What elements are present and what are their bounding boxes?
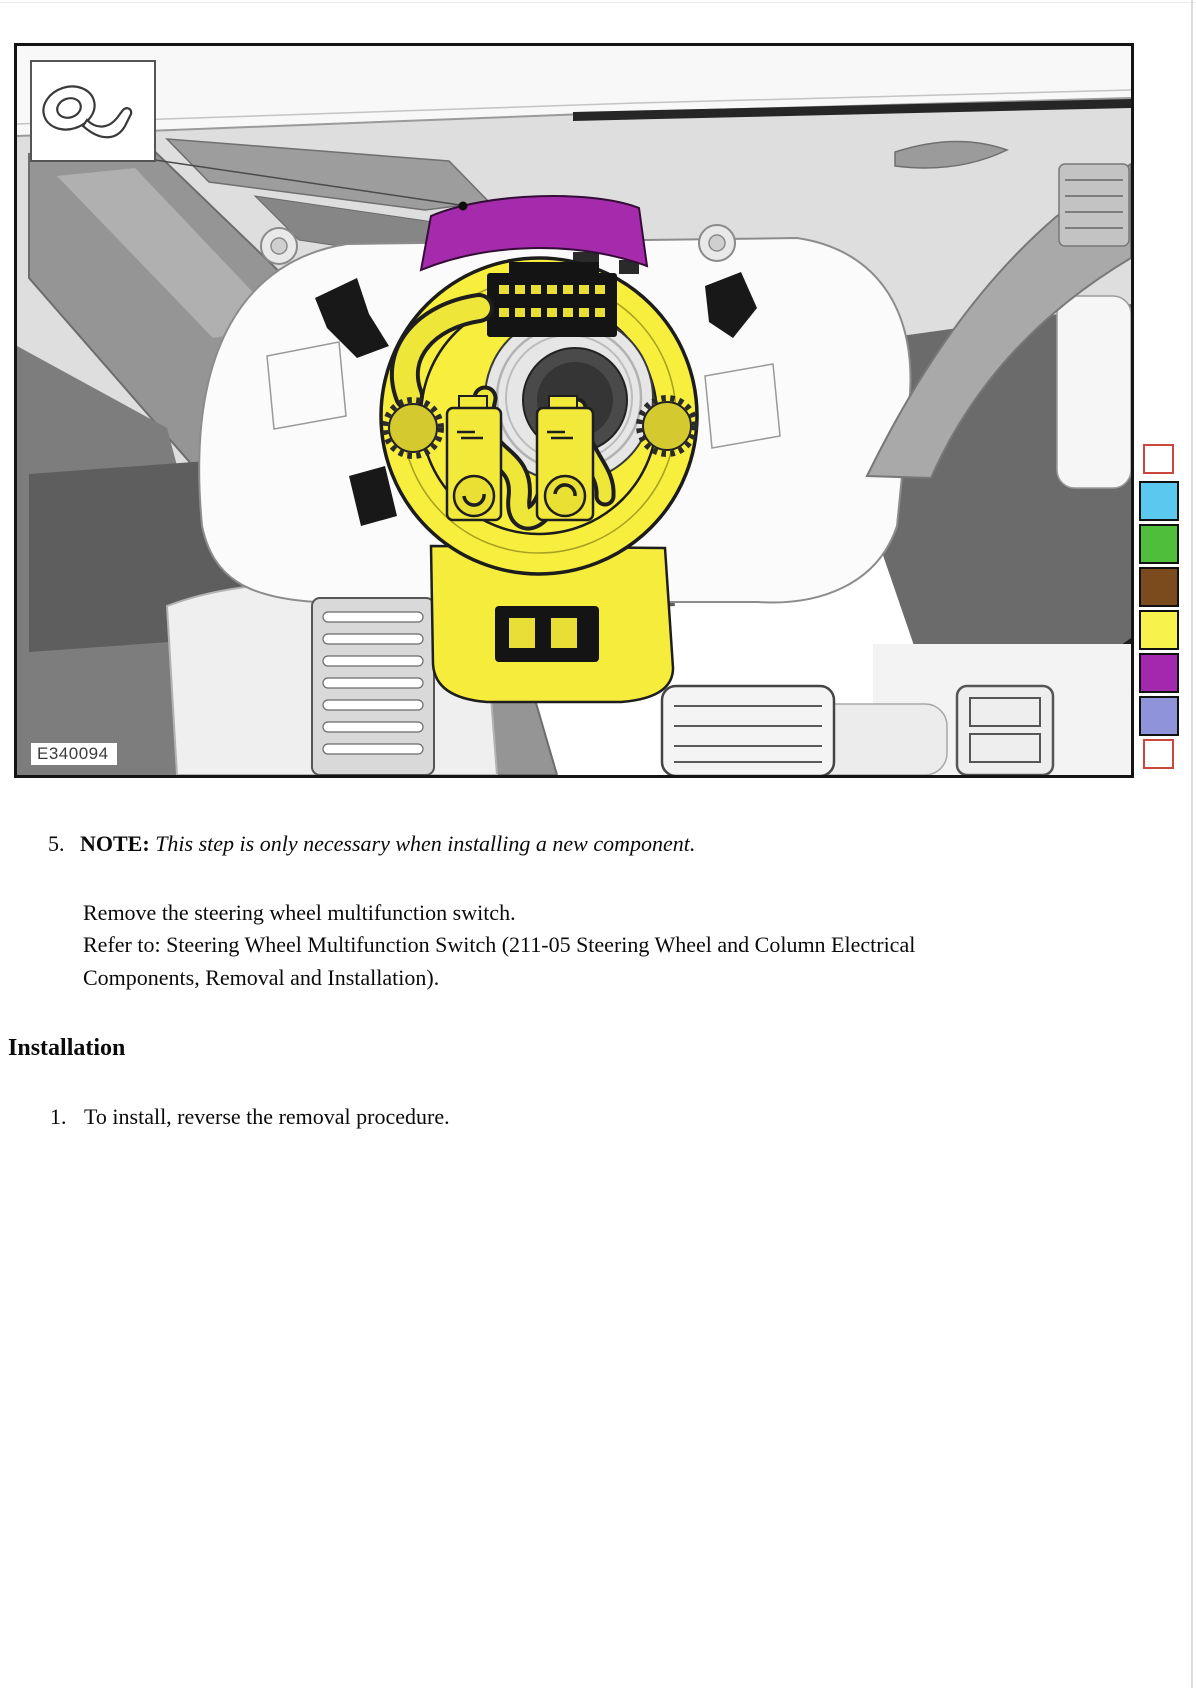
legend-swatch-purple (1139, 653, 1179, 693)
refer-to-line-2: Components, Removal and Installation). (83, 964, 440, 990)
steering-column-illustration (17, 46, 1131, 775)
refer-to-line-1: Refer to: Steering Wheel Multifunction Switch (211-05 Steering Wheel and Column Electrical (83, 932, 916, 958)
remove-instruction: Remove the steering wheel multifunction switch. (83, 900, 516, 925)
legend-swatch-blank-bottom (1143, 739, 1174, 769)
accelerator-pedal (957, 686, 1053, 775)
step-5 (48, 831, 695, 857)
page-right-divider (1191, 0, 1193, 1688)
installation-step-1 (50, 1104, 450, 1130)
step-number: 1. (50, 1104, 67, 1129)
step-text: To install, reverse the removal procedure. (84, 1104, 450, 1129)
legend-swatch-green (1139, 524, 1179, 564)
step-5-body (83, 897, 915, 994)
brake-pedal (662, 686, 834, 775)
tape-roll-inset (31, 61, 155, 161)
color-legend (1139, 444, 1185, 776)
page-top-divider (0, 2, 1196, 3)
legend-swatch-blue (1139, 481, 1179, 521)
legend-swatch-brown (1139, 567, 1179, 607)
figure-frame (14, 43, 1134, 778)
legend-swatch-lavender (1139, 696, 1179, 736)
legend-swatch-yellow (1139, 610, 1179, 650)
note-text: This step is only necessary when installing a new component. (155, 831, 696, 856)
figure-code-label: E340094 (31, 743, 117, 765)
note-label: NOTE: (80, 831, 150, 856)
leader-dot (459, 202, 468, 211)
legend-swatch-blank-top (1143, 444, 1174, 474)
step-number: 5. (48, 831, 65, 856)
clutch-pedal (312, 598, 434, 775)
installation-heading: Installation (8, 1035, 126, 1061)
